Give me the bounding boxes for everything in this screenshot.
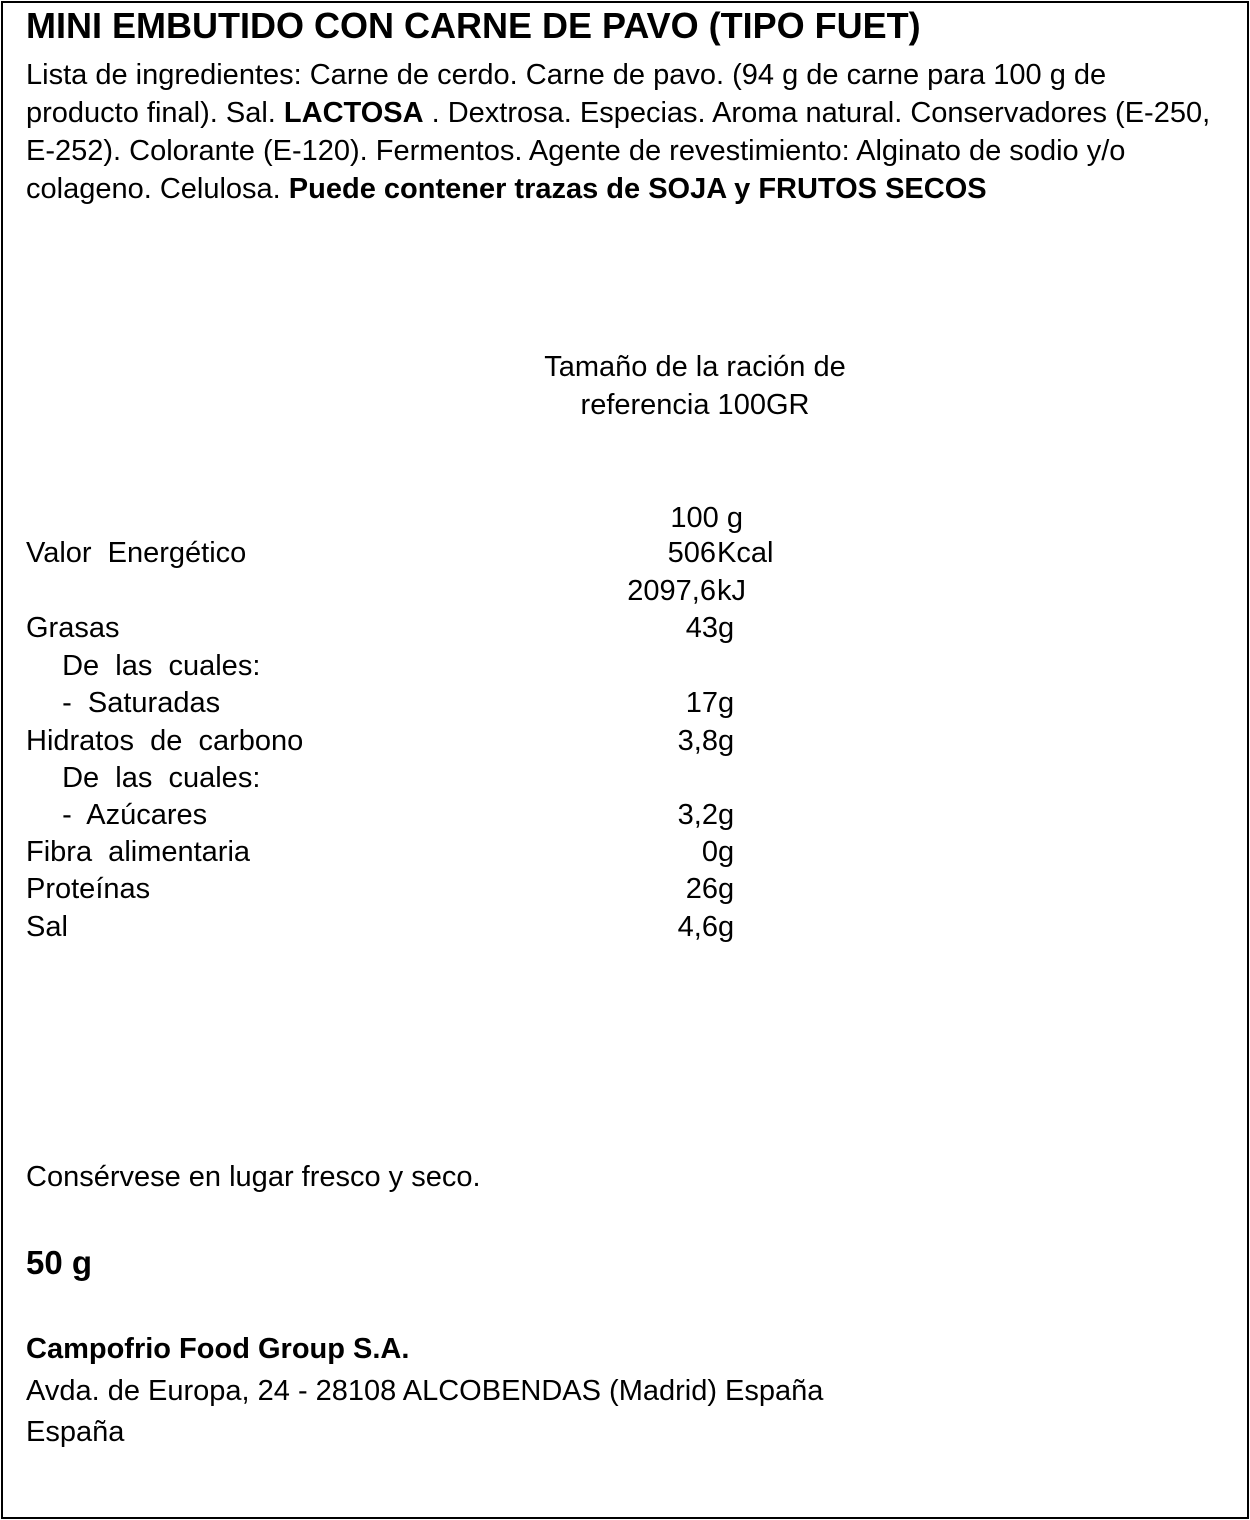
nutrition-row-value: 43 <box>685 612 718 644</box>
manufacturer-name: Campofrio Food Group S.A. <box>26 1333 410 1365</box>
allergen-lactosa: LACTOSA <box>283 97 424 129</box>
serving-size <box>460 348 930 424</box>
nutrition-row-unit: g <box>718 836 735 868</box>
nutrition-row-label: Proteínas <box>26 873 151 905</box>
nutrition-row-unit: g <box>718 687 735 719</box>
serving-size-line-1: Tamaño de la ración de <box>544 351 846 383</box>
nutrition-row-label: Sal <box>26 911 68 943</box>
nutrition-row-value: 26 <box>685 873 718 905</box>
serving-size-line-2: referencia 100GR <box>580 389 810 421</box>
nutrition-row-unit: kJ <box>717 575 746 607</box>
storage-instructions: Consérvese en lugar fresco y seco. <box>26 1161 481 1193</box>
nutrition-row-unit: g <box>718 799 735 831</box>
nutrition-row-label: Hidratos de carbono <box>26 725 304 757</box>
nutrition-row-label: De las cuales: <box>46 650 261 682</box>
trace-warning: Puede contener trazas de SOJA y FRUTOS SECOS <box>288 173 987 205</box>
nutrition-row-unit: Kcal <box>717 537 774 569</box>
nutrition-row-value: 17 <box>685 687 718 719</box>
nutrition-row-value: 3,2 <box>677 799 718 831</box>
nutrition-row-unit: g <box>718 725 735 757</box>
net-weight: 50 g <box>26 1244 93 1281</box>
nutrition-row-unit: g <box>718 612 735 644</box>
manufacturer-address: Avda. de Europa, 24 - 28108 ALCOBENDAS (Madrid) España <box>26 1375 824 1407</box>
nutrition-row-value: 4,6 <box>677 911 718 943</box>
nutrition-row-value: 2097,6 <box>627 575 716 607</box>
nutrition-row-value: 506 <box>667 537 716 569</box>
ingredients-text-1: Lista de ingredientes: Carne de cerdo. Carne de pavo. (94 g de carne para 100 g de producto final). Sal. <box>26 59 1107 129</box>
ingredients-text-2: . Dextrosa. Especias. Aroma natural. Conservadores (E-250, E-252). Colorante (E-120). Fermentos. Agente de revestimiento: Alginato de sodio y/o colageno. Celulosa. <box>26 97 1211 205</box>
nutrition-row-unit: g <box>718 873 735 905</box>
nutrition-row-label: - Saturadas <box>46 687 221 719</box>
nutrition-row-label: De las cuales: <box>46 762 261 794</box>
manufacturer-country: España <box>26 1416 125 1448</box>
nutrition-row-value: 3,8 <box>677 725 718 757</box>
nutrition-row-label: Fibra alimentaria <box>26 836 251 868</box>
nutrition-row-unit: g <box>718 911 735 943</box>
ingredients-list <box>26 56 1216 208</box>
nutrition-row-label: Valor Energético <box>26 537 247 569</box>
product-title: MINI EMBUTIDO CON CARNE DE PAVO (TIPO FUET) <box>26 5 921 46</box>
nutrition-row-value: 0 <box>701 836 718 868</box>
nutrition-row-label: Grasas <box>26 612 120 644</box>
nutrition-column-header: 100 g <box>670 502 743 534</box>
nutrition-row-label: - Azúcares <box>46 799 208 831</box>
